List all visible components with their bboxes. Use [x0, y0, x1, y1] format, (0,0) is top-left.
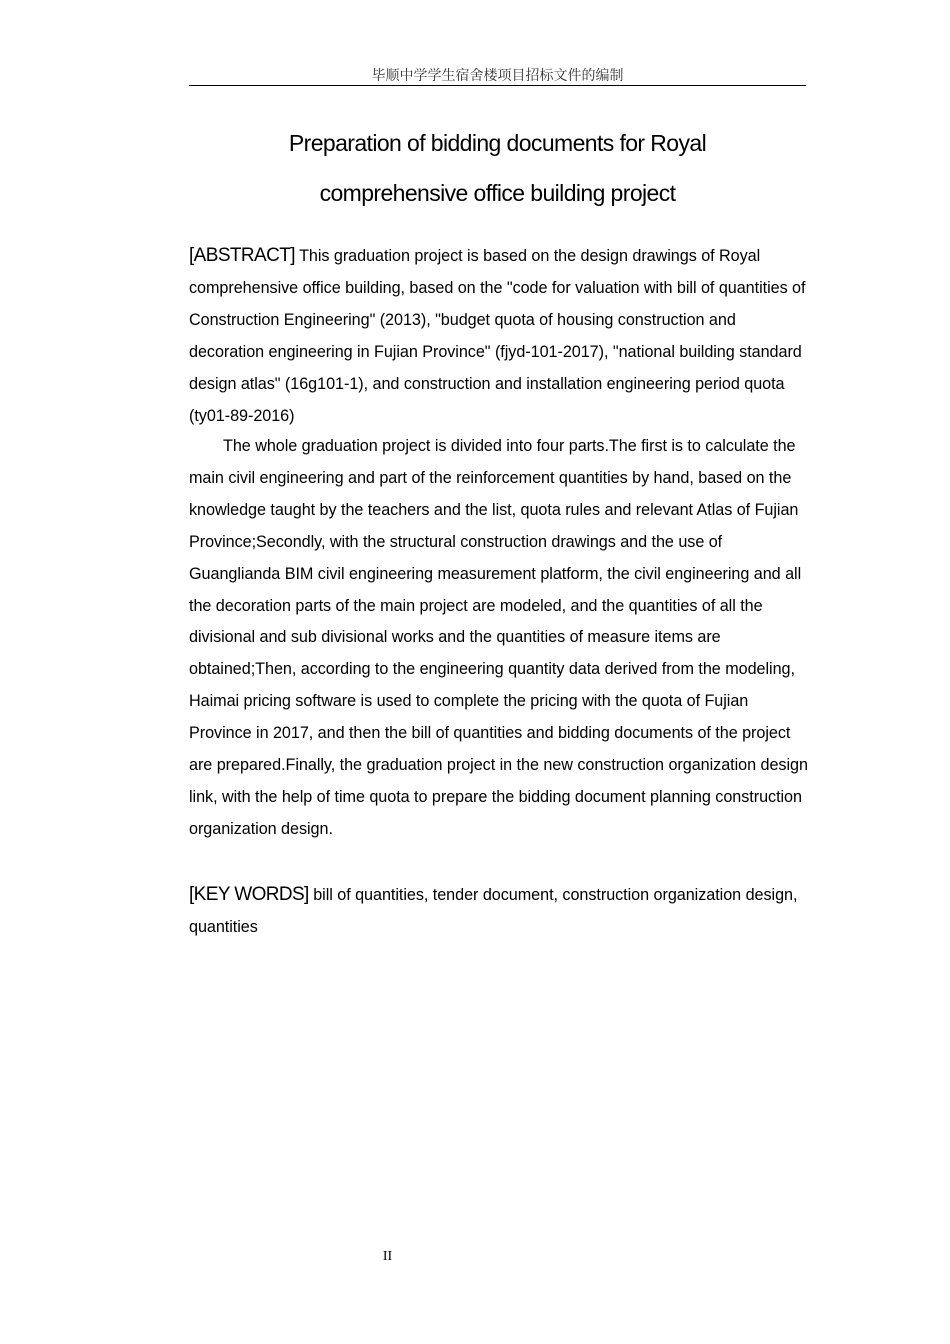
title-line-1: Preparation of bidding documents for Royal — [288, 130, 707, 156]
abstract-paragraph-2: The whole graduation project is divided into four parts.The first is to calculate the main civil engineering and part of the reinforcement quantities by hand, based on the knowledge taught by the teachers and the list, quota rules and relevant Atlas of Fujian Province;Secondly, with the structural construction drawings and the use of Guanglianda BIM civil engineering measurement platform, the civil engineering and all the decoration parts of the main project are modeled, and the quantities of all the divisional and sub divisional works and the quantities of measure items are obtained;Then, according to the engineering quantity data derived from the modeling, Haimai pricing software is used to complete the pricing with the quota of Fujian Province in 2017, and then the bill of quantities and bidding documents of the project are prepared.Finally, the graduation project in the new construction organization design link, with the help of time quota to prepare the bidding document planning construction organization design. — [189, 437, 808, 838]
document-title — [189, 118, 806, 218]
abstract-label: [ABSTRACT] — [189, 245, 295, 266]
running-header: 毕顺中学学生宿舍楼项目招标文件的编制 — [371, 68, 624, 84]
keywords-label: [KEY WORDS] — [189, 884, 309, 905]
title-line-2: comprehensive office building project — [319, 180, 676, 206]
page-number: II — [382, 1249, 393, 1264]
keywords-paragraph — [189, 879, 809, 944]
header-rule — [189, 85, 806, 86]
abstract-paragraph — [189, 240, 809, 432]
abstract-text: This graduation project is based on the design drawings of Royal comprehensive office building, based on the "code for valuation with bill of quantities of Construction Engineering" (2013), "budget quota of housing construction and decoration engineering in Fujian Province" (fjyd-101-2017), "national building standard design atlas" (16g101-1), and construction and installation engineering period quota (ty01-89-2016) — [189, 247, 806, 425]
keywords-text: bill of quantities, tender document, construction organization design, quantities — [189, 886, 798, 936]
